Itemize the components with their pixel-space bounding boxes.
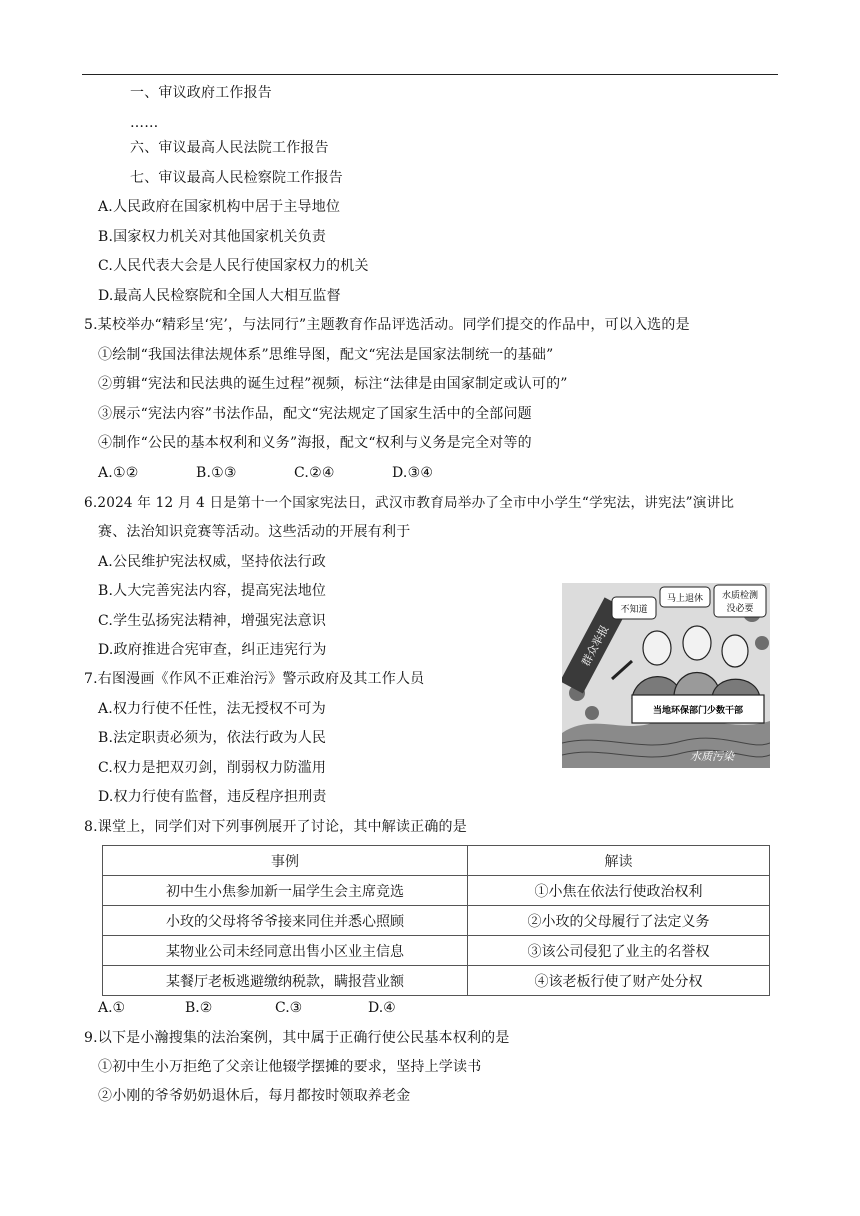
q7-option-a: A.权力行使不任性，法无授权不可为 xyxy=(98,701,326,717)
header-rule xyxy=(82,74,778,75)
table-cell-case: 某餐厅老板逃避缴纳税款，瞒报营业额 xyxy=(103,966,468,996)
table-cell-case: 某物业公司未经同意出售小区业主信息 xyxy=(103,936,468,966)
table-header-case: 事例 xyxy=(103,846,468,876)
agenda-item-7: 七、审议最高人民检察院工作报告 xyxy=(130,170,343,186)
table-cell-interpretation: ②小玫的父母履行了法定义务 xyxy=(468,906,770,936)
table-row xyxy=(103,876,770,906)
q8-option-b: B.② xyxy=(185,1000,213,1016)
q4-option-a: A.人民政府在国家机构中居于主导地位 xyxy=(98,199,341,215)
q4-option-b: B.国家权力机关对其他国家机关负责 xyxy=(98,229,327,245)
agenda-ellipsis: …… xyxy=(130,115,159,131)
table-cell-interpretation: ①小焦在依法行使政治权利 xyxy=(468,876,770,906)
q9-item-1: ①初中生小万拒绝了父亲让他辍学摆摊的要求，坚持上学读书 xyxy=(98,1059,482,1075)
q5-item-4: ④制作“公民的基本权利和义务”海报，配文“权利与义务是完全对等的 xyxy=(98,435,532,451)
q9-item-2: ②小刚的爷爷奶奶退休后，每月都按时领取养老金 xyxy=(98,1088,411,1104)
q5-item-2: ②剪辑“宪法和民法典的诞生过程”视频，标注“法律是由国家制定或认可的” xyxy=(98,376,568,392)
comic-sign-text: 当地环保部门少数干部 xyxy=(652,706,744,716)
q8-case-table xyxy=(102,845,770,996)
q8-stem: 8.课堂上，同学们对下列事例展开了讨论，其中解读正确的是 xyxy=(84,819,467,835)
table-cell-case: 小玫的父母将爷爷接来同住并悉心照顾 xyxy=(103,906,468,936)
comic-bubble-3-line2: 没必要 xyxy=(726,604,754,614)
comic-banner-text: 群众举报 xyxy=(579,623,612,669)
comic-bottom-text: 水质污染 xyxy=(690,750,734,763)
q6-option-d: D.政府推进合宪审查，纠正违宪行为 xyxy=(98,642,327,658)
q6-option-b: B.人大完善宪法内容，提高宪法地位 xyxy=(98,583,327,599)
table-cell-interpretation: ④该老板行使了财产处分权 xyxy=(468,966,770,996)
q7-option-c: C.权力是把双刃剑，削弱权力防滥用 xyxy=(98,760,327,776)
table-row xyxy=(103,906,770,936)
q6-stem-line2: 赛、法治知识竞赛等活动。这些活动的开展有利于 xyxy=(98,524,411,540)
q6-option-c: C.学生弘扬宪法精神，增强宪法意识 xyxy=(98,613,327,629)
q8-option-a: A.① xyxy=(98,1000,126,1016)
table-row xyxy=(103,966,770,996)
q9-stem: 9.以下是小瀚搜集的法治案例，其中属于正确行使公民基本权利的是 xyxy=(84,1030,510,1046)
q5-option-d: D.③④ xyxy=(392,465,434,481)
q4-option-c: C.人民代表大会是人民行使国家权力的机关 xyxy=(98,258,369,274)
agenda-item-1: 一、审议政府工作报告 xyxy=(130,85,272,101)
table-row xyxy=(103,936,770,966)
table-header-interpretation: 解读 xyxy=(468,846,770,876)
q4-option-d: D.最高人民检察院和全国人大相互监督 xyxy=(98,288,341,304)
q6-stem-line1: 6.2024 年 12 月 4 日是第十一个国家宪法日，武汉市教育局举办了全市中小学生“学宪法，讲宪法”演讲比 xyxy=(84,495,735,511)
q5-option-a: A.①② xyxy=(98,465,139,481)
q5-item-3: ③展示“宪法内容”书法作品，配文“宪法规定了国家生活中的全部问题 xyxy=(98,406,532,422)
q6-option-a: A.公民维护宪法权威，坚持依法行政 xyxy=(98,554,326,570)
q7-option-b: B.法定职责必须为，依法行政为人民 xyxy=(98,730,327,746)
q7-stem: 7.右图漫画《作风不正难治污》警示政府及其工作人员 xyxy=(84,671,425,687)
pollution-comic-image xyxy=(562,583,770,768)
q8-option-c: C.③ xyxy=(275,1000,303,1016)
comic-bubble-1: 不知道 xyxy=(620,605,648,615)
q5-option-c: C.②④ xyxy=(294,465,335,481)
comic-bubble-2: 马上退休 xyxy=(666,594,704,604)
q5-item-1: ①绘制“我国法律法规体系”思维导图，配文“宪法是国家法制统一的基础” xyxy=(98,347,554,363)
q7-option-d: D.权力行使有监督，违反程序担刑责 xyxy=(98,789,327,805)
agenda-item-6: 六、审议最高人民法院工作报告 xyxy=(130,140,329,156)
table-header-row xyxy=(103,846,770,876)
comic-bubble-3-line1: 水质检测 xyxy=(721,591,759,601)
q5-option-b: B.①③ xyxy=(196,465,237,481)
q8-option-d: D.④ xyxy=(368,1000,396,1016)
q5-stem: 5.某校举办“精彩呈‘宪’，与法同行”主题教育作品评选活动。同学们提交的作品中，可以入选的是 xyxy=(84,317,690,333)
table-cell-case: 初中生小焦参加新一届学生会主席竞选 xyxy=(103,876,468,906)
table-cell-interpretation: ③该公司侵犯了业主的名誉权 xyxy=(468,936,770,966)
